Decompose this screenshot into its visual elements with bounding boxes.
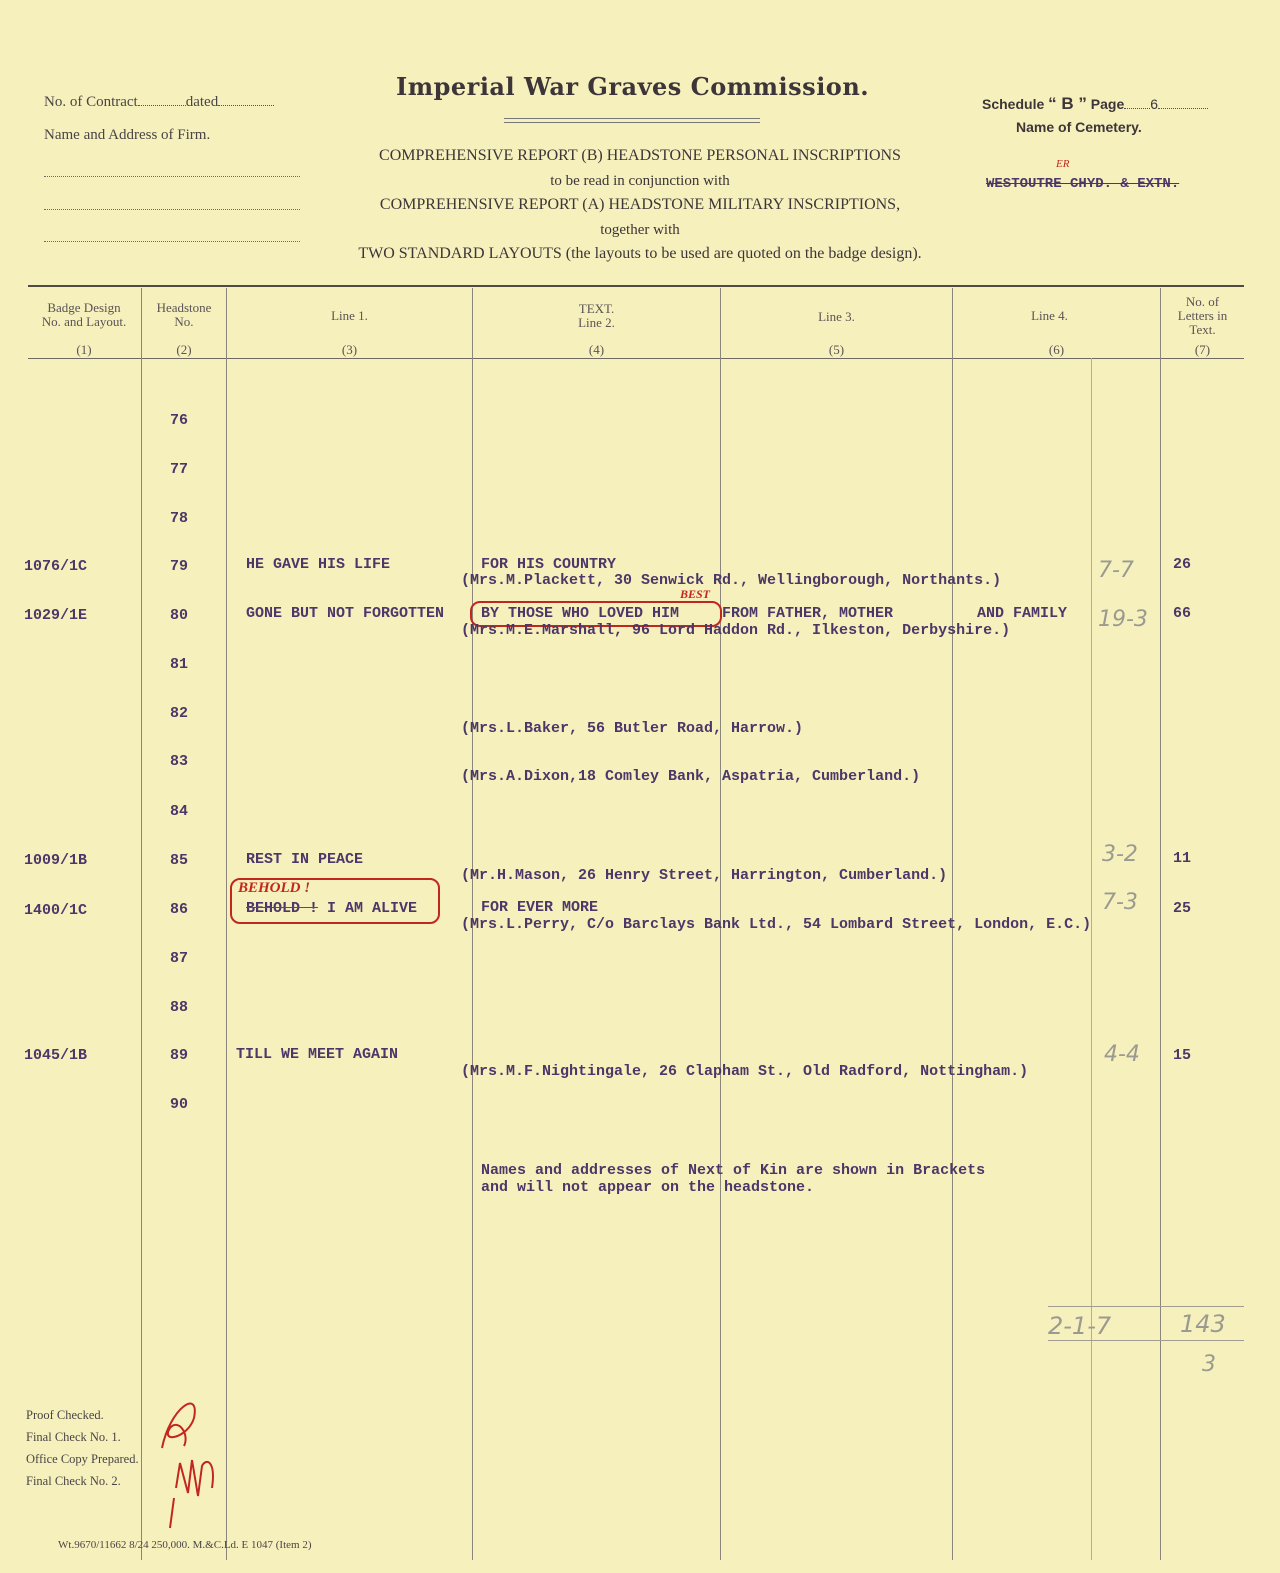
next-of-kin: (Mrs.M.F.Nightingale, 26 Clapham St., Old Radford, Nottingham.) <box>461 1063 1029 1080</box>
headstone-no: 87 <box>170 950 189 967</box>
schedule-value: “ B ” <box>1048 94 1087 113</box>
check-final-2: Final Check No. 2. <box>26 1474 121 1488</box>
kin-note <box>481 1162 985 1196</box>
next-of-kin: (Mr.H.Mason, 26 Henry Street, Harrington, Cumberland.) <box>461 867 948 884</box>
headstone-no: 80 <box>170 607 189 624</box>
col-num-6: (6) <box>1048 342 1065 357</box>
col-divider-tally <box>1091 358 1092 1560</box>
letter-count: 26 <box>1173 556 1192 573</box>
inscription-line2: FOR EVER MORE <box>481 899 599 916</box>
col-header-letters: No. of Letters in Text. <box>1177 294 1228 337</box>
badge-design: 1029/1E <box>24 607 88 624</box>
tally-mark: 19-3 <box>1098 607 1148 632</box>
report-line-2: to be read in conjunction with <box>550 172 730 189</box>
col-num-1: (1) <box>76 342 92 357</box>
cemetery-name: WESTOUTRE CHYD. & EXTN. <box>986 176 1180 192</box>
correction-insert: BEST <box>680 587 711 601</box>
schedule-label: Schedule <box>982 96 1045 112</box>
inscription-line1: GONE BUT NOT FORGOTTEN <box>246 605 445 622</box>
next-of-kin: (Mrs.A.Dixon,18 Comley Bank, Aspatria, Cumberland.) <box>461 768 921 785</box>
inscription-line1: REST IN PEACE <box>246 851 364 868</box>
headstone-no: 79 <box>170 558 189 575</box>
cemetery-correction: ER <box>1056 158 1070 170</box>
kin-note-line-2: and will not appear on the headstone. <box>481 1179 815 1196</box>
inscription-line1 <box>246 900 417 917</box>
inscription-line1: TILL WE MEET AGAIN <box>236 1046 399 1063</box>
report-line-3: COMPREHENSIVE REPORT (A) HEADSTONE MILITARY INSCRIPTIONS, <box>379 196 901 213</box>
next-of-kin: (Mrs.M.Plackett, 30 Senwick Rd., Wellingborough, Northants.) <box>461 572 1002 589</box>
col-header-line1: Line 1. <box>331 308 368 323</box>
col-header-line4: Line 4. <box>1031 308 1068 323</box>
check-office-copy: Office Copy Prepared. <box>26 1452 139 1466</box>
schedule-field <box>982 94 1208 114</box>
letter-count: 25 <box>1173 900 1192 917</box>
headstone-no: 84 <box>170 803 189 820</box>
badge-design: 1400/1C <box>24 902 88 919</box>
firm-line-3 <box>44 241 300 242</box>
col-num-2: (2) <box>176 342 192 357</box>
report-line-1: COMPREHENSIVE REPORT (B) HEADSTONE PERSONAL INSCRIPTIONS <box>379 147 901 164</box>
inscription-line1: HE GAVE HIS LIFE <box>246 556 391 573</box>
headstone-no: 83 <box>170 753 189 770</box>
headstone-no: 78 <box>170 510 189 527</box>
firm-line-1 <box>44 176 300 177</box>
col-divider-1 <box>141 288 142 1560</box>
inscription-line4: AND FAMILY <box>977 605 1068 622</box>
tally-mark: 3-2 <box>1102 842 1138 867</box>
firm-line-2 <box>44 209 300 210</box>
tally-mark: 7-3 <box>1102 890 1138 915</box>
tally-mark: 7-7 <box>1098 558 1134 583</box>
col-num-3: (3) <box>341 342 358 357</box>
col-header-badge: Badge Design No. and Layout. <box>41 300 127 329</box>
title-rule-1 <box>504 118 760 119</box>
struck-text: BEHOLD ! <box>246 900 319 917</box>
red-initials-signature <box>140 1388 230 1538</box>
totals-rule-bottom <box>1048 1340 1244 1341</box>
letter-count: 11 <box>1173 850 1192 867</box>
col-divider-6 <box>1160 288 1161 1560</box>
check-proof: Proof Checked. <box>26 1408 104 1422</box>
headstone-no: 89 <box>170 1047 189 1064</box>
col-num-7: (7) <box>1194 342 1211 357</box>
contract-field <box>44 94 274 111</box>
check-final-1: Final Check No. 1. <box>26 1430 121 1444</box>
table-header-rule <box>28 358 1244 359</box>
cemetery-label: Name of Cemetery. <box>1016 119 1142 135</box>
col-header-line3: Line 3. <box>818 309 855 324</box>
table-top-rule <box>28 285 1244 287</box>
next-of-kin: (Mrs.L.Baker, 56 Butler Road, Harrow.) <box>461 720 804 737</box>
report-description <box>300 144 980 267</box>
headstone-no: 86 <box>170 901 189 918</box>
badge-design: 1076/1C <box>24 558 88 575</box>
page-value: 6 <box>1150 96 1159 112</box>
col-divider-2 <box>226 288 227 1560</box>
next-of-kin: (Mrs.L.Perry, C/o Barclays Bank Ltd., 54 Lombard Street, London, E.C.) <box>461 916 1092 933</box>
headstone-no: 81 <box>170 656 189 673</box>
check-list <box>26 1404 139 1492</box>
letters-total: 143 <box>1180 1310 1226 1338</box>
report-line-5: TWO STANDARD LAYOUTS (the layouts to be used are quoted on the badge design). <box>358 245 922 262</box>
line1-correction: BEHOLD ! <box>238 880 311 896</box>
page-label: Page <box>1090 96 1125 112</box>
line1-text: I AM ALIVE <box>327 900 418 917</box>
report-line-4: together with <box>600 221 680 238</box>
col-header-line2: TEXT. Line 2. <box>578 301 615 330</box>
col-num-4: (4) <box>588 342 605 357</box>
next-of-kin: (Mrs.M.E.Marshall, 96 Lord Haddon Rd., Ilkeston, Derbyshire.) <box>461 622 1011 639</box>
letter-count: 15 <box>1173 1047 1192 1064</box>
badge-design: 1009/1B <box>24 852 88 869</box>
totals-rule-top <box>1048 1306 1244 1307</box>
headstone-no: 76 <box>170 412 189 429</box>
print-footer: Wt.9670/11662 8/24 250,000. M.&C.Ld. E 1047 (Item 2) <box>58 1539 312 1551</box>
headstone-no: 88 <box>170 999 189 1016</box>
inscription-line2: FOR HIS COUNTRY <box>481 556 617 573</box>
tally-mark: 4-4 <box>1104 1042 1140 1067</box>
col-num-5: (5) <box>828 342 845 357</box>
headstone-no: 85 <box>170 852 189 869</box>
commission-title: Imperial War Graves Commission. <box>396 72 870 101</box>
totals-extra: 3 <box>1202 1352 1216 1377</box>
letter-count: 66 <box>1173 605 1192 622</box>
firm-label: Name and Address of Firm. <box>44 127 211 143</box>
title-rule-2 <box>504 122 760 123</box>
tally-total: 2-1-7 <box>1048 1312 1112 1340</box>
dated-label: dated <box>185 94 219 110</box>
contract-label: No. of Contract <box>44 94 138 110</box>
badge-design: 1045/1B <box>24 1047 88 1064</box>
inscription-line2: BY THOSE WHO LOVED HIM <box>481 605 680 622</box>
kin-note-line-1: Names and addresses of Next of Kin are shown in Brackets <box>481 1162 986 1179</box>
inscription-line3: FROM FATHER, MOTHER <box>722 605 894 622</box>
headstone-no: 90 <box>170 1096 189 1113</box>
col-header-headstone: Headstone No. <box>156 300 212 329</box>
headstone-no: 77 <box>170 461 189 478</box>
headstone-no: 82 <box>170 705 189 722</box>
